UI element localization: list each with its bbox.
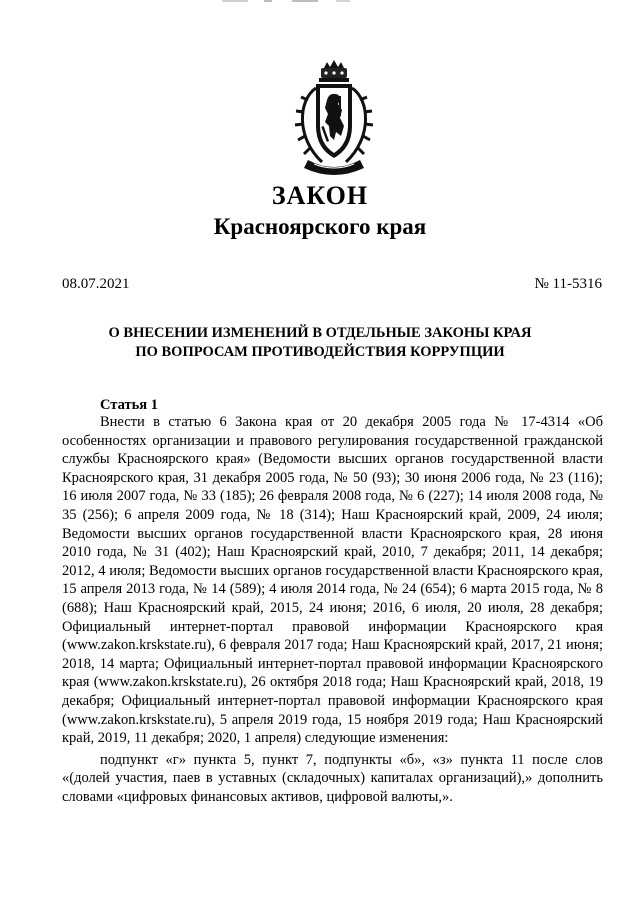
article-title: Статья 1 [100,397,158,413]
law-heading [0,324,640,362]
scan-artifact [264,0,272,2]
coat-of-arms-emblem [294,60,374,178]
law-heading-line: О ВНЕСЕНИИ ИЗМЕНЕНИЙ В ОТДЕЛЬНЫЕ ЗАКОНЫ КРАЯ [108,325,532,341]
article-paragraph: Внести в статью 6 Закона края от 20 декабря 2005 года № 17-4314 «Об особенностях организации и правового регулирования государственной гражданской службы Красноярского края» (Ведомости высших органов государственной власти Красноярского края, 31 декабря 2005 года, № 50 (93); 30 июня 2006 года, № 23 (116); 16 июля 2007 года, № 33 (185); 26 февраля 2008 года, № 6 (227); 14 июля 2008 года, № 35 (256); 6 апреля 2009 года, № 18 (314); Наш Красноярский край, 2009, 24 июля; Ведомости высших органов государственной власти Красноярского края, 28 июня 2010 года, № 31 (402); Наш Красноярский край, 2010, 7 декабря; 2011, 14 декабря; 2012, 4 июля; Ведомости высших органов государственной власти Красноярского края, 15 апреля 2013 года, № 14 (589); 4 июля 2014 года, № 24 (654); 6 марта 2015 года, № 8 (688); Наш Красноярский край, 2015, 24 июня; 2016, 6 июля, 20 июля, 28 декабря; Официальный интернет-портал правовой информации Красноярского края (www.zakon.krskstate.ru), 6 февраля 2017 года; Наш Красноярский край, 2017, 21 июня; 2018, 14 марта; Официальный интернет-портал правовой информации Красноярского края (www.zakon.krskstate.ru), 26 октября 2018 года; Наш Красноярский край, 2018, 19 декабря; Официальный интернет-портал правовой информации Красноярского края (www.zakon.krskstate.ru), 5 апреля 2019 года, 15 ноября 2019 года; Наш Красноярский край, 2019, 11 декабря; 2020, 1 апреля) следующие изменения: [62,414,603,747]
shield-icon [316,84,352,158]
ribbon-icon [304,160,364,175]
law-heading-line: ПО ВОПРОСАМ ПРОТИВОДЕЙСТВИЯ КОРРУПЦИИ [135,344,505,360]
scan-artifact [336,0,350,2]
scan-artifact [292,0,318,2]
crown-icon [319,60,349,82]
law-date: 08.07.2021 [62,276,130,292]
article-body [62,413,603,806]
article-paragraph: подпункт «г» пункта 5, пункт 7, подпункты «б», «з» пункта 11 после слов «(долей участия, паев в уставных (складочных) капиталах организаций),» дополнить словами «цифровых финансовых активов, цифровой валюты,». [62,751,603,805]
law-title: ЗАКОН [271,181,369,210]
law-subtitle: Красноярского края [213,214,427,239]
law-number: № 11-5316 [534,276,602,292]
scan-artifact [222,0,248,2]
